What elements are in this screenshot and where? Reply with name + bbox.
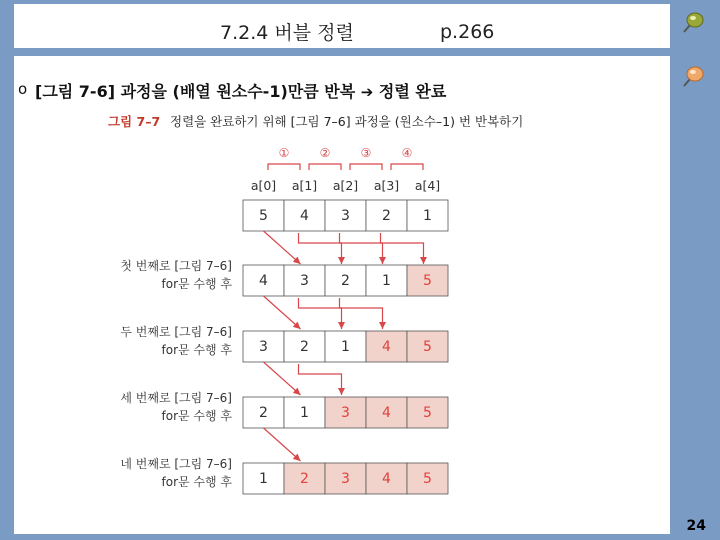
page-reference: p.266	[440, 21, 495, 43]
step-bracket	[350, 164, 382, 170]
pass-row-value: 1	[341, 339, 350, 355]
index-header: a[4]	[414, 178, 441, 193]
page-number: 24	[686, 518, 706, 534]
pass-row-value: 5	[423, 471, 432, 487]
bullet-marker: o	[18, 80, 28, 98]
pass-row-value: 3	[341, 471, 350, 487]
slide-title: 7.2.4 버블 정렬	[220, 22, 354, 44]
pass-label-line1: 첫 번째로 [그림 7–6]	[120, 259, 232, 273]
pass-row-value: 1	[300, 405, 309, 421]
arrow-right-icon: ➔	[360, 83, 374, 101]
move-arrow	[299, 364, 342, 395]
index-header: a[2]	[332, 178, 359, 193]
index-header: a[1]	[291, 178, 318, 193]
initial-row-value: 5	[259, 208, 268, 224]
pass-row-value: 5	[423, 273, 432, 289]
step-bracket	[391, 164, 423, 170]
index-header: a[0]	[250, 178, 277, 193]
step-marker: ②	[319, 146, 331, 160]
pass-row-value: 3	[300, 273, 309, 289]
move-arrow	[340, 298, 383, 329]
bullet-result: 정렬 완료	[378, 82, 447, 101]
pass-row-value: 5	[423, 339, 432, 355]
pass-row-value: 2	[300, 471, 309, 487]
move-arrow	[264, 362, 301, 395]
pass-row-value: 3	[259, 339, 268, 355]
bullet-statement: [그림 7-6] 과정을 (배열 원소수-1)만큼 반복	[35, 82, 356, 101]
index-header: a[3]	[373, 178, 400, 193]
initial-row-value: 2	[382, 208, 391, 224]
pass-label-line1: 네 번째로 [그림 7–6]	[120, 457, 232, 471]
initial-row-value: 4	[300, 208, 309, 224]
pass-row-value: 4	[382, 471, 391, 487]
move-arrow	[340, 233, 383, 264]
pass-label-line2: for문 수행 후	[161, 277, 232, 291]
pass-row-value: 1	[259, 471, 268, 487]
pass-row-value: 4	[382, 339, 391, 355]
pass-label-line2: for문 수행 후	[161, 475, 232, 489]
pass-row-value: 4	[259, 273, 268, 289]
pass-label-line2: for문 수행 후	[161, 343, 232, 357]
pass-row-value: 2	[300, 339, 309, 355]
move-arrow	[381, 233, 424, 264]
pass-row-value: 3	[341, 405, 350, 421]
pass-label-line1: 세 번째로 [그림 7–6]	[120, 391, 232, 405]
pass-row-value: 5	[423, 405, 432, 421]
step-marker: ④	[401, 146, 413, 160]
move-arrow	[264, 428, 301, 461]
step-bracket	[268, 164, 300, 170]
figure-caption-number: 그림 7–7	[108, 114, 161, 129]
pass-label-line2: for문 수행 후	[161, 409, 232, 423]
move-arrow	[299, 233, 342, 264]
pass-row-value: 4	[382, 405, 391, 421]
figure-caption-text: 정렬을 완료하기 위해 [그림 7–6] 과정을 (원소수–1) 번 반복하기	[170, 114, 524, 129]
step-marker: ①	[278, 146, 290, 160]
initial-row-value: 3	[341, 208, 350, 224]
step-marker: ③	[360, 146, 372, 160]
pass-label-line1: 두 번째로 [그림 7–6]	[120, 325, 232, 339]
move-arrow	[264, 296, 301, 329]
initial-row-value: 1	[423, 208, 432, 224]
pass-row-value: 1	[382, 273, 391, 289]
pass-row-value: 2	[341, 273, 350, 289]
step-bracket	[309, 164, 341, 170]
move-arrow	[299, 298, 342, 329]
pass-row-value: 2	[259, 405, 268, 421]
move-arrow	[264, 231, 301, 264]
